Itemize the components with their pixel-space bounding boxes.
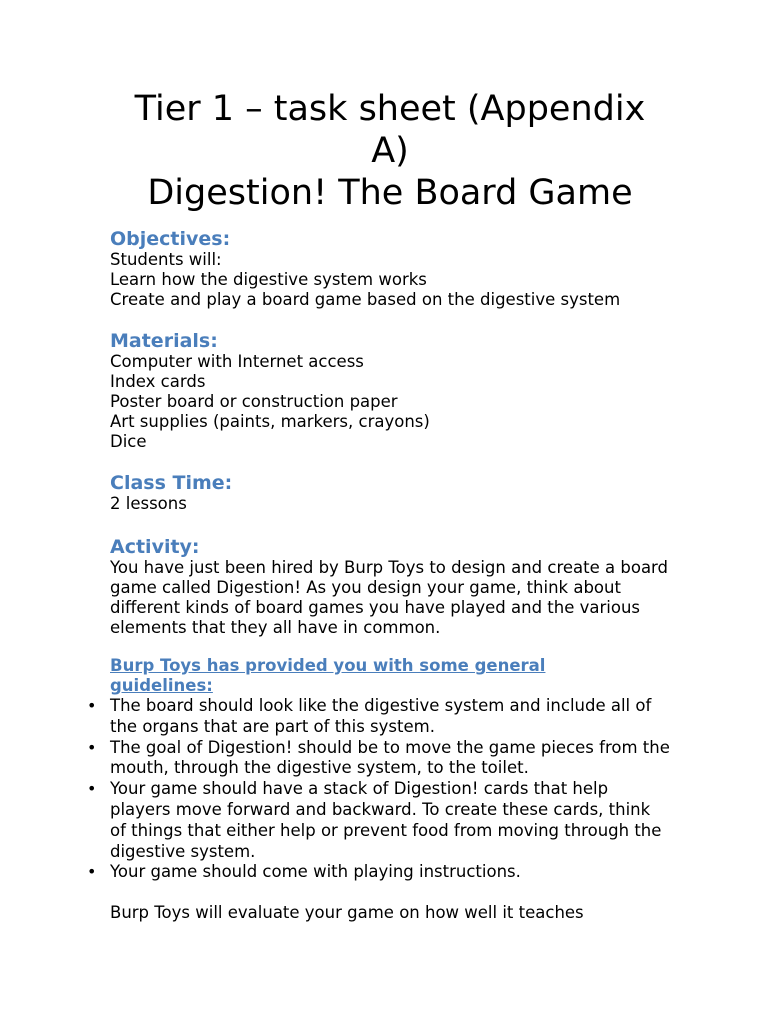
list-item-text: The board should look like the digestive system and include all of the organs that are part of this system. [110, 696, 652, 736]
title-line-3: Digestion! The Board Game [147, 173, 633, 213]
list-item [87, 862, 670, 883]
materials-line: Computer with Internet access [110, 352, 364, 371]
title-line-1: Tier 1 – task sheet (Appendix [134, 89, 646, 129]
list-item-text: The goal of Digestion! should be to move the game pieces from the mouth, through the digestive system, to the toilet. [110, 737, 670, 778]
objectives-heading: Objectives: [110, 228, 231, 250]
list-item-text: Your game should have a stack of Digestion! cards that help players move forward and backward. To create these cards, think of things that either help or prevent food from moving through the digestive system. [110, 779, 662, 861]
activity-heading: Activity: [110, 536, 200, 558]
title-line-2: A) [371, 131, 409, 171]
list-item-text: Your game should come with playing instructions. [110, 862, 521, 882]
document-title [100, 88, 680, 214]
materials-line: Dice [110, 432, 147, 451]
materials-section [110, 330, 710, 452]
activity-section [110, 536, 710, 638]
bullet-icon: • [87, 862, 97, 882]
bullet-icon: • [87, 737, 97, 757]
materials-heading: Materials: [110, 330, 218, 352]
materials-line: Poster board or construction paper [110, 392, 398, 411]
list-item [87, 737, 670, 780]
class-time-heading: Class Time: [110, 472, 233, 494]
objectives-section [110, 228, 710, 310]
materials-line: Art supplies (paints, markers, crayons) [110, 412, 430, 431]
activity-text: You have just been hired by Burp Toys to design and create a board game called Digestion! As you design your game, think about different kinds of board games you have played and the various elements that they all have in common. [110, 558, 669, 637]
list-item [87, 696, 670, 738]
list-item [87, 779, 670, 862]
closing-text: Burp Toys will evaluate your game on how well it teaches [110, 903, 584, 923]
objectives-line: Students will: [110, 250, 222, 269]
guidelines-section [87, 656, 710, 883]
guidelines-list [87, 696, 670, 883]
document-body [87, 228, 710, 923]
class-time-value: 2 lessons [110, 494, 187, 513]
guidelines-heading: Burp Toys has provided you with some general guidelines: [110, 656, 546, 695]
objectives-line: Create and play a board game based on the digestive system [110, 290, 621, 309]
bullet-icon: • [87, 696, 97, 715]
bullet-icon: • [87, 779, 97, 799]
objectives-line: Learn how the digestive system works [110, 270, 427, 289]
class-time-section [110, 472, 710, 514]
materials-line: Index cards [110, 372, 206, 391]
